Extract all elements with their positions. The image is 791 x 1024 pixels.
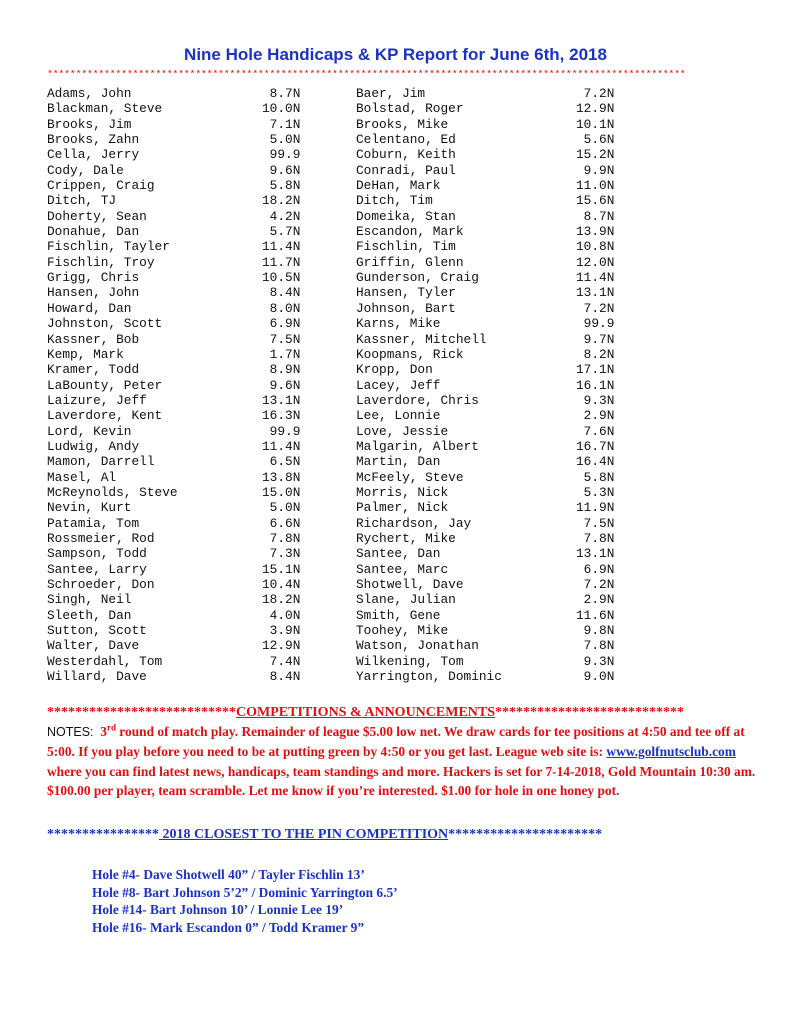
player-name: Howard, Dan (47, 300, 132, 316)
handicap-row (356, 516, 624, 531)
player-handicap: 11.0N (576, 178, 615, 194)
player-handicap: 7.8N (262, 530, 301, 546)
player-name: Conradi, Paul (356, 162, 456, 178)
handicap-row (356, 347, 624, 362)
kp-heading (47, 827, 687, 843)
player-handicap: 11.7N (262, 254, 301, 270)
player-handicap: 9.7N (576, 331, 615, 347)
player-name: Slane, Julian (356, 592, 456, 608)
player-name: Celentano, Ed (356, 132, 456, 148)
player-name: Sutton, Scott (47, 623, 147, 639)
handicap-row (356, 393, 624, 408)
player-handicap: 5.3N (576, 484, 615, 500)
player-handicap: 99.9 (262, 423, 301, 439)
player-handicap: 13.1N (576, 546, 615, 562)
player-handicap: 8.7N (576, 208, 615, 224)
player-name: Santee, Larry (47, 561, 147, 577)
player-name: Bolstad, Roger (356, 101, 464, 117)
notes-text-part1: round of match play. Remainder of league $5.00 low net. We draw cards for tee positions at 4:50 and tee off at 5:00. If you play before you need to be at putting green by 4:50 or you get last. League web site is: (47, 724, 745, 760)
handicap-row (47, 654, 312, 669)
player-handicap: 2.9N (576, 592, 615, 608)
handicap-row (356, 101, 624, 116)
player-name: Laverdore, Chris (356, 392, 479, 408)
player-handicap: 8.7N (262, 86, 301, 101)
player-name: Martin, Dan (356, 454, 441, 470)
handicap-row (47, 608, 312, 623)
player-name: Richardson, Jay (356, 515, 472, 531)
player-handicap: 9.0N (576, 669, 615, 685)
player-name: Brooks, Zahn (47, 132, 140, 148)
handicap-column-left (47, 86, 312, 684)
handicap-row (47, 193, 312, 208)
player-name: Donahue, Dan (47, 224, 140, 240)
player-name: Watson, Jonathan (356, 638, 479, 654)
handicap-row (47, 347, 312, 362)
player-name: Ludwig, Andy (47, 438, 140, 454)
handicap-row (47, 255, 312, 270)
player-handicap: 99.9 (576, 316, 615, 332)
handicap-row (47, 270, 312, 285)
handicap-row (356, 623, 624, 638)
player-name: Hansen, John (47, 285, 140, 301)
handicap-row (356, 224, 624, 239)
player-name: Wilkening, Tom (356, 653, 464, 669)
player-handicap: 9.8N (576, 623, 615, 639)
player-handicap: 9.6N (262, 377, 301, 393)
player-name: Kropp, Don (356, 362, 433, 378)
player-name: Ditch, Tim (356, 193, 433, 209)
player-name: Lee, Lonnie (356, 408, 441, 424)
player-handicap: 99.9 (262, 147, 301, 163)
player-handicap: 11.4N (262, 239, 301, 255)
player-name: Escandon, Mark (356, 224, 464, 240)
handicap-row (47, 500, 312, 515)
player-name: Doherty, Sean (47, 208, 147, 224)
player-handicap: 5.7N (262, 224, 301, 240)
player-handicap: 7.2N (576, 86, 615, 101)
player-name: Sampson, Todd (47, 546, 147, 562)
player-handicap: 16.4N (576, 454, 615, 470)
player-handicap: 15.0N (262, 484, 301, 500)
handicap-row (356, 608, 624, 623)
kp-result-hole-8: Hole #8- Bart Johnson 5’2” / Dominic Yarrington 6.5’ (92, 884, 398, 900)
kp-stars-after: ********************** (448, 827, 603, 842)
player-handicap: 16.7N (576, 438, 615, 454)
player-name: McReynolds, Steve (47, 484, 178, 500)
handicap-row (356, 332, 624, 347)
handicap-row (47, 332, 312, 347)
handicap-row (356, 117, 624, 132)
handicap-row (47, 239, 312, 254)
player-handicap: 18.2N (262, 193, 301, 209)
player-name: Laverdore, Kent (47, 408, 163, 424)
player-handicap: 15.2N (576, 147, 615, 163)
handicap-row (47, 378, 312, 393)
player-name: McFeely, Steve (356, 469, 464, 485)
handicap-row (47, 316, 312, 331)
competitions-stars-after: *************************** (495, 705, 685, 720)
player-handicap: 6.5N (262, 454, 301, 470)
player-handicap: 10.5N (262, 270, 301, 286)
handicap-row (356, 270, 624, 285)
kp-result-hole-16: Hole #16- Mark Escandon 0” / Todd Kramer 9” (92, 919, 365, 935)
player-handicap: 5.0N (262, 132, 301, 148)
player-name: Coburn, Keith (356, 147, 456, 163)
handicap-row (47, 439, 312, 454)
handicap-row (47, 393, 312, 408)
handicap-row (356, 562, 624, 577)
handicap-row (356, 178, 624, 193)
player-name: Johnson, Bart (356, 300, 456, 316)
player-handicap: 7.6N (576, 423, 615, 439)
player-handicap: 5.8N (262, 178, 301, 194)
player-name: Nevin, Kurt (47, 500, 132, 516)
player-handicap: 13.8N (262, 469, 301, 485)
handicap-row (356, 485, 624, 500)
handicap-row (47, 546, 312, 561)
player-name: Cella, Jerry (47, 147, 140, 163)
handicap-row (356, 654, 624, 669)
player-handicap: 8.4N (262, 669, 301, 685)
player-handicap: 9.3N (576, 392, 615, 408)
player-handicap: 7.5N (576, 515, 615, 531)
kp-results-list (92, 866, 592, 936)
player-handicap: 7.4N (262, 653, 301, 669)
handicap-row (47, 301, 312, 316)
handicap-row (47, 485, 312, 500)
player-handicap: 10.8N (576, 239, 615, 255)
player-name: Smith, Gene (356, 607, 441, 623)
player-handicap: 7.1N (262, 116, 301, 132)
player-handicap: 6.9N (576, 561, 615, 577)
handicap-row (356, 546, 624, 561)
handicap-row (356, 209, 624, 224)
handicap-row (47, 224, 312, 239)
kp-result-hole-14: Hole #14- Bart Johnson 10’ / Lonnie Lee 19’ (92, 902, 344, 917)
player-name: Koopmans, Rick (356, 346, 464, 362)
player-handicap: 4.2N (262, 208, 301, 224)
handicap-row (356, 439, 624, 454)
player-name: DeHan, Mark (356, 178, 441, 194)
player-handicap: 7.8N (576, 638, 615, 654)
handicap-row (47, 454, 312, 469)
player-handicap: 10.4N (262, 577, 301, 592)
player-handicap: 8.0N (262, 300, 301, 316)
player-name: Griffin, Glenn (356, 254, 464, 270)
handicap-row (356, 577, 624, 592)
player-handicap: 7.5N (262, 331, 301, 347)
player-handicap: 4.0N (262, 607, 301, 623)
handicap-row (47, 117, 312, 132)
player-name: Brooks, Mike (356, 116, 449, 132)
player-name: Cody, Dale (47, 162, 124, 178)
player-handicap: 10.1N (576, 116, 615, 132)
player-name: Lacey, Jeff (356, 377, 441, 393)
player-name: Baer, Jim (356, 86, 426, 101)
player-handicap: 10.0N (262, 101, 301, 117)
notes-round-number: 3 (100, 724, 107, 739)
player-name: Lord, Kevin (47, 423, 132, 439)
handicap-row (356, 193, 624, 208)
player-name: Kemp, Mark (47, 346, 124, 362)
handicap-row (356, 362, 624, 377)
player-name: Toohey, Mike (356, 623, 449, 639)
player-name: Mamon, Darrell (47, 454, 155, 470)
player-name: Rychert, Mike (356, 530, 456, 546)
player-name: Schroeder, Don (47, 577, 155, 592)
player-name: Love, Jessie (356, 423, 449, 439)
player-handicap: 7.2N (576, 577, 615, 592)
player-name: Shotwell, Dave (356, 577, 464, 592)
player-handicap: 7.3N (262, 546, 301, 562)
player-name: Blackman, Steve (47, 101, 163, 117)
player-handicap: 15.6N (576, 193, 615, 209)
player-name: Crippen, Craig (47, 178, 155, 194)
player-name: Malgarin, Albert (356, 438, 479, 454)
competitions-heading-text: COMPETITIONS & ANNOUNCEMENTS (236, 705, 496, 720)
handicap-row (356, 470, 624, 485)
player-handicap: 3.9N (262, 623, 301, 639)
handicap-row (356, 378, 624, 393)
report-title: Nine Hole Handicaps & KP Report for June 6th, 2018 (184, 45, 607, 64)
handicap-row (356, 301, 624, 316)
player-handicap: 16.3N (262, 408, 301, 424)
handicap-row (47, 163, 312, 178)
player-name: Santee, Dan (356, 546, 441, 562)
player-handicap: 16.1N (576, 377, 615, 393)
player-name: Kassner, Bob (47, 331, 140, 347)
player-handicap: 11.9N (576, 500, 615, 516)
handicap-row (356, 147, 624, 162)
player-handicap: 9.9N (576, 162, 615, 178)
player-name: Willard, Dave (47, 669, 147, 685)
handicap-row (356, 255, 624, 270)
handicap-row (356, 454, 624, 469)
handicap-row (356, 424, 624, 439)
notes-text-part2: where you can find latest news, handicaps, team standings and more. Hackers is set for 7-14-2018, Gold Mountain 10:30 am. $100.00 per player, team scramble. Let me know if you’re interested. $1.00 for hole in one honey pot. (47, 763, 756, 798)
player-name: Morris, Nick (356, 484, 449, 500)
player-name: Fischlin, Tim (356, 239, 456, 255)
player-handicap: 11.4N (576, 270, 615, 286)
player-name: Patamia, Tom (47, 515, 140, 531)
handicap-row (47, 562, 312, 577)
notes-paragraph (47, 722, 759, 800)
handicap-row (356, 239, 624, 254)
kp-result-hole-4: Hole #4- Dave Shotwell 40” / Tayler Fischlin 13’ (92, 867, 365, 882)
player-handicap: 9.6N (262, 162, 301, 178)
handicap-row (47, 531, 312, 546)
handicap-row (47, 623, 312, 638)
title-star-divider: **************************************************************************************************************** (47, 70, 686, 81)
handicap-row (356, 285, 624, 300)
player-name: Westerdahl, Tom (47, 653, 163, 669)
handicap-row (47, 638, 312, 653)
player-handicap: 11.4N (262, 438, 301, 454)
handicap-row (47, 669, 312, 684)
player-handicap: 8.9N (262, 362, 301, 378)
player-name: Kramer, Todd (47, 362, 140, 378)
player-handicap: 17.1N (576, 362, 615, 378)
player-handicap: 6.9N (262, 316, 301, 332)
kp-stars-before: **************** (47, 827, 159, 842)
player-name: Fischlin, Troy (47, 254, 155, 270)
player-handicap: 12.0N (576, 254, 615, 270)
player-handicap: 13.1N (262, 392, 301, 408)
competitions-heading (47, 705, 747, 721)
notes-round-suffix: rd (106, 722, 116, 733)
handicap-row (47, 86, 312, 101)
handicap-row (47, 424, 312, 439)
handicap-row (47, 178, 312, 193)
player-name: Gunderson, Craig (356, 270, 479, 286)
handicap-row (356, 132, 624, 147)
player-name: Sleeth, Dan (47, 607, 132, 623)
handicap-row (47, 516, 312, 531)
player-name: Laizure, Jeff (47, 392, 147, 408)
player-handicap: 15.1N (262, 561, 301, 577)
handicap-column-right (356, 86, 624, 684)
handicap-row (356, 163, 624, 178)
handicap-row (356, 500, 624, 515)
player-handicap: 13.1N (576, 285, 615, 301)
handicap-row (356, 638, 624, 653)
handicap-row (47, 470, 312, 485)
competitions-stars-before: *************************** (47, 705, 236, 720)
player-name: Ditch, TJ (47, 193, 117, 209)
player-name: Rossmeier, Rod (47, 530, 155, 546)
handicap-row (356, 669, 624, 684)
handicap-row (47, 592, 312, 607)
handicap-row (47, 101, 312, 116)
handicap-row (47, 147, 312, 162)
handicap-row (47, 408, 312, 423)
player-name: Hansen, Tyler (356, 285, 456, 301)
player-name: Brooks, Jim (47, 116, 132, 132)
player-handicap: 5.0N (262, 500, 301, 516)
player-handicap: 11.6N (576, 607, 615, 623)
player-name: Yarrington, Dominic (356, 669, 502, 685)
player-name: Palmer, Nick (356, 500, 449, 516)
player-name: LaBounty, Peter (47, 377, 163, 393)
player-handicap: 6.6N (262, 515, 301, 531)
handicap-row (356, 408, 624, 423)
handicap-row (47, 362, 312, 377)
league-website-link[interactable]: www.golfnutsclub.com (606, 744, 736, 760)
player-name: Grigg, Chris (47, 270, 140, 286)
player-handicap: 13.9N (576, 224, 615, 240)
notes-label: NOTES: (47, 725, 94, 739)
player-name: Fischlin, Tayler (47, 239, 170, 255)
player-handicap: 7.2N (576, 300, 615, 316)
player-handicap: 8.2N (576, 346, 615, 362)
player-name: Domeika, Stan (356, 208, 456, 224)
player-name: Kassner, Mitchell (356, 331, 487, 347)
player-name: Masel, Al (47, 469, 117, 485)
player-name: Singh, Neil (47, 592, 132, 608)
player-handicap: 12.9N (576, 101, 615, 117)
player-handicap: 2.9N (576, 408, 615, 424)
player-handicap: 8.4N (262, 285, 301, 301)
player-name: Walter, Dave (47, 638, 140, 654)
kp-heading-text: 2018 CLOSEST TO THE PIN COMPETITION (159, 827, 449, 842)
handicap-row (356, 592, 624, 607)
player-name: Adams, John (47, 86, 132, 101)
player-handicap: 12.9N (262, 638, 301, 654)
player-name: Karns, Mike (356, 316, 441, 332)
handicap-row (356, 316, 624, 331)
handicap-row (47, 209, 312, 224)
handicap-row (47, 285, 312, 300)
player-handicap: 1.7N (262, 346, 301, 362)
player-name: Johnston, Scott (47, 316, 163, 332)
handicap-row (356, 86, 624, 101)
handicap-row (356, 531, 624, 546)
player-name: Santee, Marc (356, 561, 449, 577)
player-handicap: 18.2N (262, 592, 301, 608)
player-handicap: 7.8N (576, 530, 615, 546)
handicap-row (47, 132, 312, 147)
player-handicap: 5.6N (576, 132, 615, 148)
handicap-row (47, 577, 312, 592)
player-handicap: 9.3N (576, 653, 615, 669)
player-handicap: 5.8N (576, 469, 615, 485)
